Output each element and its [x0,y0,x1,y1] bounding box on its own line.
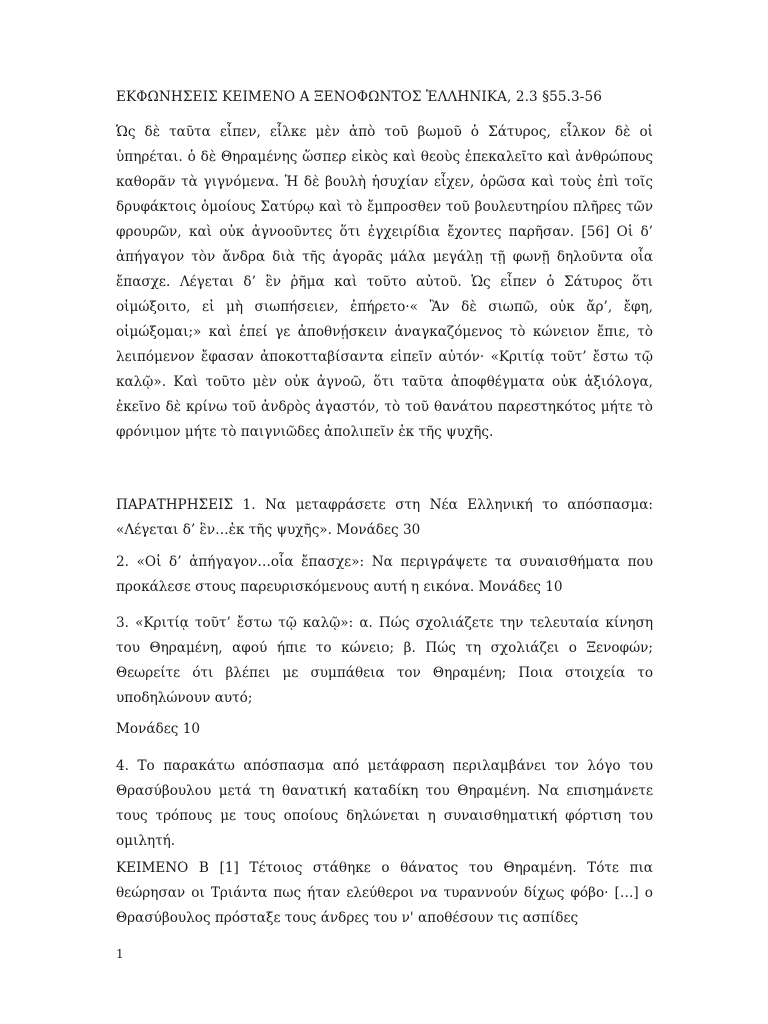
ancient-greek-passage: Ὡς δὲ ταῦτα εἶπεν, εἷλκε μὲν ἀπὸ τοῦ βωμοῦ ὁ Σάτυρος, εἷλκον δὲ οἱ ὑπηρέται. ὁ δὲ Θηραμένης ὥσπερ εἰκὸς καὶ θεοὺς ἐπεκαλεῖτο καὶ ἀνθρώπους καθορᾶν τὰ γιγνόμενα. Ἡ δὲ βουλὴ ἡσυχίαν εἶχεν, ὁρῶσα καὶ τοὺς ἐπὶ τοῖς δρυφάκτοις ὁμοίους Σατύρῳ καὶ τὸ ἔμπροσθεν τοῦ βουλευτηρίου πλῆρες τῶν φρουρῶν, καὶ οὐκ ἀγνοοῦντες ὅτι ἐγχειρίδια ἔχοντες παρῆσαν. [56] Οἱ δ’ ἀπήγαγον τὸν ἄνδρα διὰ τῆς ἀγορᾶς μάλα μεγάλῃ τῇ φωνῇ δηλοῦντα οἷα ἔπασχε. Λέγεται δ’ ἓν ῥῆμα καὶ τοῦτο αὐτοῦ. Ὡς εἶπεν ὁ Σάτυρος ὅτι οἰμώξοιτο, εἰ μὴ σιωπήσειεν, ἐπήρετο·« Ἂν δὲ σιωπῶ, οὐκ ἄρ’, ἔφη, οἰμώξομαι;» καὶ ἐπεί γε ἀποθνῄσκειν ἀναγκαζόμενος τὸ κώνειον ἔπιε, τὸ λειπόμενον ἔφασαν ἀποκοτταβίσαντα εἰπεῖν αὐτόν· «Κριτίᾳ τοῦτ’ ἔστω τῷ καλῷ». Καὶ τοῦτο μὲν οὐκ ἀγνοῶ, ὅτι ταῦτα ἀποφθέγματα οὐκ ἀξιόλογα, ἐκεῖνο δὲ κρίνω τοῦ ἀνδρὸς ἀγαστόν, τὸ τοῦ θανάτου παρεστηκότος μήτε τὸ φρόνιμον μήτε τὸ παιγνιῶδες ἀπολιπεῖν ἐκ τῆς ψυχῆς. [116,124,653,440]
question-4: 4. Το παρακάτω απόσπασμα από μετάφραση περιλαμβάνει τον λόγο του Θρασύβουλου μετά τη θανατική καταδίκη του Θηραμένη. Να επισημάνετε τους τρόπους με τους οποίους δηλώνεται η συναισθηματική φόρτιση του ομιλητή. [116,758,653,849]
question-2: 2. «Οἱ δ’ ἀπήγαγον…οἷα ἔπασχε»: Να περιγράψετε τα συναισθήματα που προκάλεσε στους παρευρισκόμενους αυτή η εικόνα. Μονάδες 10 [116,554,653,595]
document-title: ΕΚΦΩΝΗΣΕΙΣ ΚΕΙΜΕΝΟ Α ΞΕΝΟΦΩΝΤΟΣ ἙΛΛΗΝΙΚΑ, 2.3 §55.3-56 [116,89,602,105]
page-number: 1 [116,947,124,961]
question-3-units: Μονάδες 10 [116,721,201,737]
text-b-excerpt: ΚΕΙΜΕΝΟ Β [1] Τέτοιος στάθηκε ο θάνατος του Θηραμένη. Τότε πια θεώρησαν οι Τριάντα πως ήταν ελεύθεροι να τυραννούν δίχως φόβο· […] ο Θρασύβουλος πρόσταξε τους άνδρες του ν' αποθέσουν τις ασπίδες [116,860,653,926]
question-3: 3. «Κριτίᾳ τοῦτ’ ἔστω τῷ καλῷ»: α. Πώς σχολιάζετε την τελευταία κίνηση του Θηραμένη, αφού ήπιε το κώνειο; β. Πώς τη σχολιάζει ο Ξενοφών; Θεωρείτε ότι βλέπει με συμπάθεια τον Θηραμένη; Ποια στοιχεία το υποδηλώνουν αυτό; [116,615,653,706]
remarks-question-1: ΠΑΡΑΤΗΡΗΣΕΙΣ 1. Να μεταφράσετε στη Νέα Ελληνική το απόσπασμα: «Λέγεται δ’ ἓν…ἐκ τῆς ψυχῆς». Μονάδες 30 [116,497,653,538]
